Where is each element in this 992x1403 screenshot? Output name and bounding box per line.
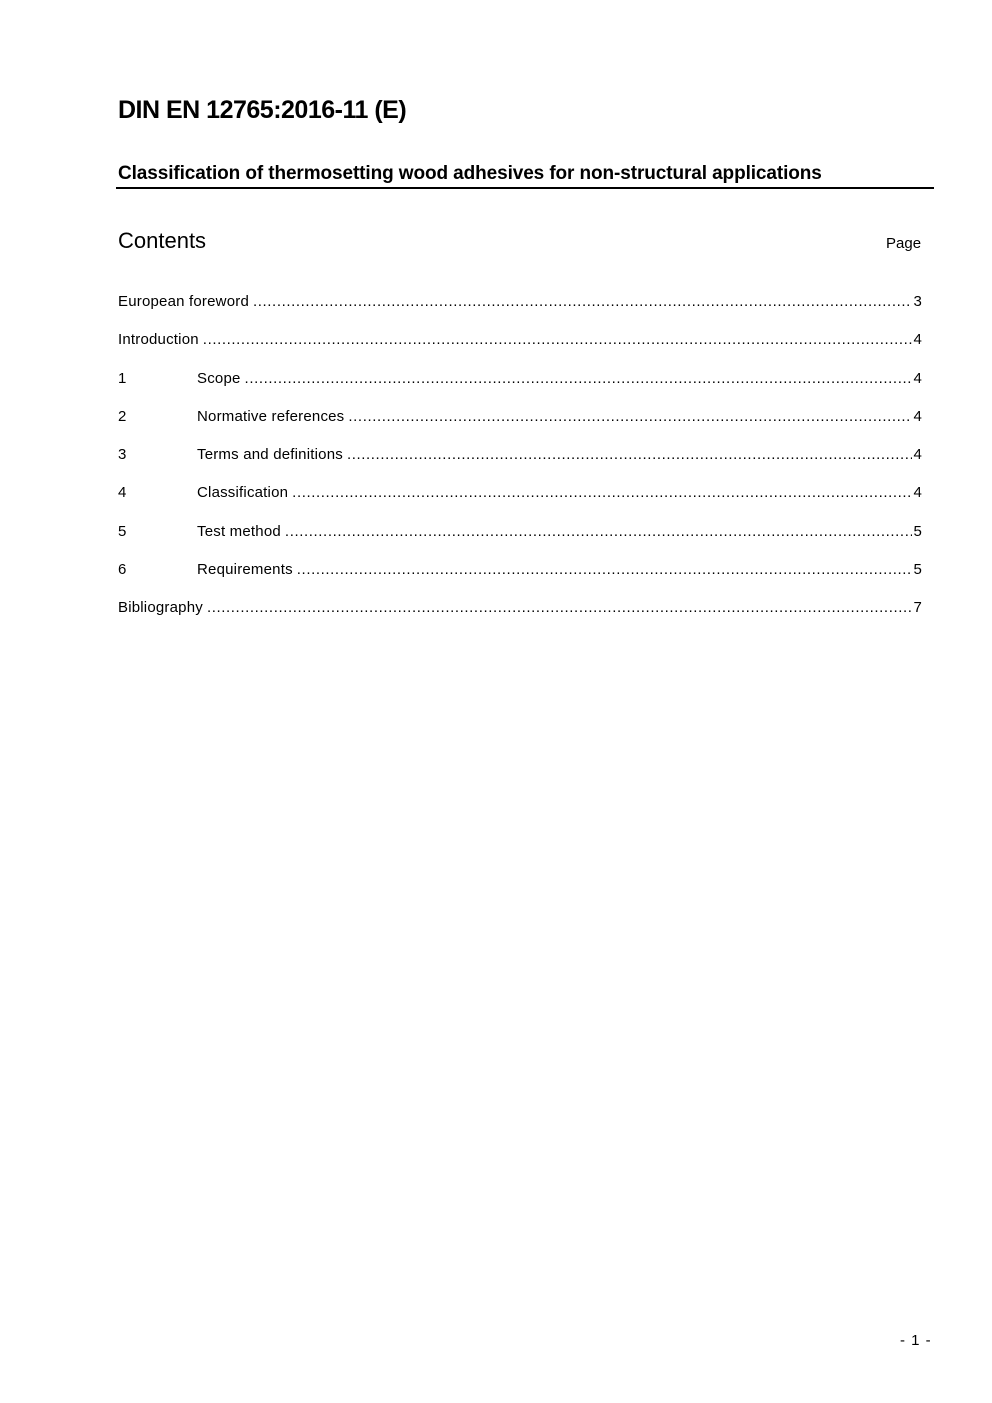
page-column-heading: Page — [886, 235, 922, 252]
toc-dot-leader — [348, 407, 912, 427]
page-number: - 1 - — [900, 1332, 932, 1349]
toc-entry-terms-and-definitions[interactable] — [118, 445, 922, 483]
toc-entry-label: Terms and definitions — [197, 446, 343, 464]
toc-dot-leader — [347, 445, 913, 465]
toc-entry-bibliography[interactable] — [118, 598, 922, 636]
toc-entry-page: 4 — [913, 484, 922, 502]
toc-entry-number: 1 — [118, 369, 127, 387]
toc-entry-test-method[interactable] — [118, 522, 922, 560]
toc-entry-number: 3 — [118, 446, 127, 464]
toc-entry-label: European foreword — [118, 293, 249, 310]
toc-entry-label: Requirements — [197, 561, 293, 579]
toc-dot-leader — [203, 330, 913, 350]
document-id: DIN EN 12765:2016-11 (E) — [118, 96, 407, 124]
toc-entry-scope[interactable] — [118, 369, 922, 407]
toc-entry-requirements[interactable] — [118, 560, 922, 598]
toc-entry-label: Normative references — [197, 407, 345, 425]
contents-heading: Contents — [118, 228, 207, 253]
toc-entry-label: Introduction — [118, 331, 199, 349]
toc-entry-label: Scope — [197, 369, 241, 387]
table-of-contents — [118, 292, 922, 637]
toc-dot-leader — [285, 522, 913, 542]
document-title: Classification of thermosetting wood adhesives for non-structural applications — [118, 163, 822, 184]
toc-entry-page: 4 — [913, 331, 922, 349]
toc-dot-leader — [292, 483, 912, 503]
toc-entry-page: 4 — [913, 407, 922, 425]
toc-entry-number: 4 — [118, 484, 127, 502]
toc-entry-normative-references[interactable] — [118, 407, 922, 445]
toc-entry-label: Classification — [197, 484, 289, 502]
toc-entry-page: 5 — [913, 561, 922, 579]
toc-entry-page: 4 — [913, 369, 922, 387]
toc-entry-page: 4 — [913, 446, 922, 464]
toc-dot-leader — [253, 292, 912, 312]
toc-entry-number: 6 — [118, 561, 127, 579]
toc-dot-leader — [207, 598, 913, 618]
toc-entry-classification[interactable] — [118, 483, 922, 521]
toc-entry-page: 5 — [913, 522, 922, 540]
document-title-block — [116, 162, 934, 189]
toc-dot-leader — [297, 560, 913, 580]
toc-dot-leader — [245, 369, 913, 389]
toc-entry-number: 5 — [118, 522, 127, 540]
toc-entry-european-foreword[interactable] — [118, 292, 922, 330]
toc-entry-page: 7 — [913, 599, 922, 617]
toc-entry-number: 2 — [118, 407, 127, 425]
toc-entry-label: Bibliography — [118, 599, 203, 617]
toc-entry-introduction[interactable] — [118, 330, 922, 368]
toc-entry-page: 3 — [913, 293, 922, 310]
toc-entry-label: Test method — [197, 522, 281, 540]
